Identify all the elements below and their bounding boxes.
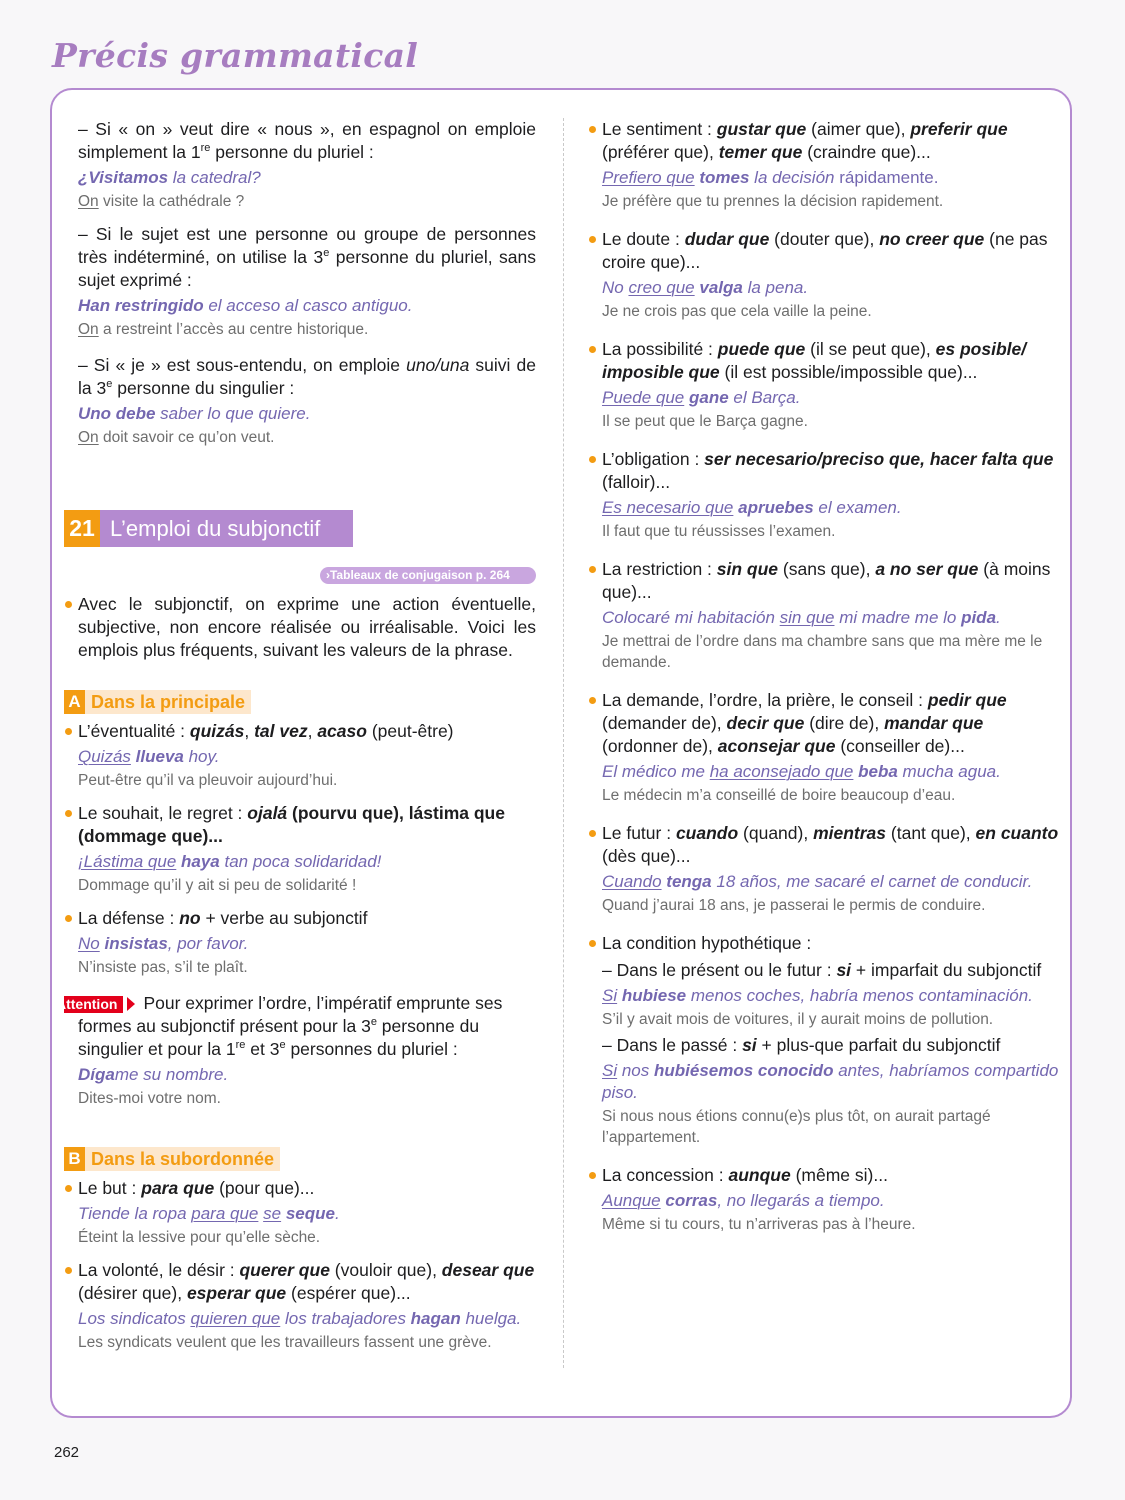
- rule-text: Le sentiment : gustar que (aimer que), preferir que (préférer que), temer que (craindre que)...: [602, 118, 1060, 164]
- spanish-example: Quizás llueva hoy.: [78, 747, 220, 766]
- translation: S’il y avait mois de voitures, il y aurait moins de pollution.: [602, 1011, 994, 1028]
- spanish-example: Aunque corras, no llegarás a tiempo.: [602, 1191, 885, 1210]
- rule-text: – Si « je » est sous-entendu, on emploie uno/una suivi de la 3e personne du singulier :: [78, 355, 536, 398]
- rule-text: Le but : para que (pour que)...: [78, 1177, 536, 1200]
- subsection-a: [68, 690, 536, 714]
- rule-text: Le doute : dudar que (douter que), no creer que (ne pas croire que)...: [602, 228, 1060, 274]
- attention-text: Attention Pour exprimer l’ordre, l’impératif emprunte ses formes au subjonctif présent pour la 3e personne du singulier et pour la 1re et 3e personnes du pluriel :: [56, 993, 503, 1059]
- rule-text: – Si le sujet est une personne ou groupe de personnes très indéterminé, on utilise la 3e personne du pluriel, sans sujet exprimé :: [78, 224, 537, 290]
- rule-text: Le souhait, le regret : ojalá (pourvu que), lástima que (dommage que)...: [78, 802, 536, 848]
- eventualite-item: [78, 720, 536, 791]
- translation: Je ne crois pas que cela vaille la peine.: [602, 303, 872, 320]
- doute-item: [602, 228, 1060, 322]
- volonte-item: [78, 1259, 536, 1353]
- spanish-example: Es necesario que apruebes el examen.: [602, 498, 902, 517]
- spanish-example: ¡Lástima que haya tan poca solidaridad!: [78, 852, 382, 871]
- translation: Dommage qu’il y ait si peu de solidarité !: [78, 877, 357, 894]
- spanish-example: Tiende la ropa para que se seque.: [78, 1204, 340, 1223]
- subsection-title: Dans la subordonnée: [91, 1148, 275, 1169]
- page-number: 262: [54, 1444, 80, 1461]
- right-column: [602, 118, 1060, 1246]
- obligation-item: [602, 448, 1060, 542]
- rule-text: La possibilité : puede que (il se peut que), es posible/ imposible que (il est possible/impossible que)...: [602, 338, 1060, 384]
- translation: N’insiste pas, s’il te plaît.: [78, 959, 248, 976]
- condition-present-rule: – Dans le présent ou le futur : si + imparfait du subjonctif: [602, 960, 1042, 980]
- intro-paragraph: Avec le subjonctif, on exprime une action éventuelle, subjective, non encore réalisée ou irréalisable. Voici les emplois plus fréquents, suivant les valeurs de la phrase.: [78, 594, 536, 660]
- subsection-b-header: [64, 1147, 280, 1171]
- rule-text: L’obligation : ser necesario/preciso que, hacer falta que (falloir)...: [602, 448, 1060, 494]
- spanish-example: Uno debe saber lo que quiere.: [78, 404, 311, 423]
- translation: Quand j’aurai 18 ans, je passerai le permis de conduire.: [602, 897, 986, 914]
- translation: Le médecin m’a conseillé de boire beaucoup d’eau.: [602, 787, 956, 804]
- subsection-title: Dans la principale: [91, 691, 246, 712]
- restriction-item: [602, 558, 1060, 673]
- spanish-example: ¿Visitamos la catedral?: [78, 168, 261, 187]
- spanish-example: Si hubiese menos coches, habría menos contaminación.: [602, 986, 1033, 1005]
- section-number: 21: [64, 510, 100, 547]
- futur-item: [602, 822, 1060, 916]
- translation: On doit savoir ce qu’on veut.: [78, 429, 275, 446]
- spanish-example: El médico me ha aconsejado que beba mucha agua.: [602, 762, 1001, 781]
- demande-item: [602, 689, 1060, 806]
- section-header: [64, 510, 353, 547]
- spanish-example: No insistas, por favor.: [78, 934, 249, 953]
- translation: Il se peut que le Barça gagne.: [602, 413, 808, 430]
- concession-item: [602, 1164, 1060, 1235]
- rule-je: [78, 354, 536, 448]
- spanish-example: Han restringido el acceso al casco antiguo.: [78, 296, 413, 315]
- rule-text: La condition hypothétique :: [602, 932, 1060, 955]
- spanish-example: Prefiero que tomes la decisión rápidamente.: [602, 168, 939, 187]
- spanish-example: Dígame su nombre.: [78, 1065, 229, 1084]
- spanish-example: Si nos hubiésemos conocido antes, habríamos compartido piso.: [602, 1061, 1059, 1102]
- rule-text: – Si « on » veut dire « nous », en espagnol on emploie simplement la 1re personne du pluriel :: [78, 119, 536, 162]
- rule-on-nous: [78, 118, 536, 212]
- conjugation-reference-link[interactable]: ›Tableaux de conjugaison p. 264: [320, 567, 536, 584]
- rule-indetermine: [78, 223, 536, 340]
- spanish-example: Los sindicatos quieren que los trabajadores hagan huelga.: [78, 1309, 522, 1328]
- possibilite-item: [602, 338, 1060, 432]
- rule-text: La demande, l’ordre, la prière, le conseil : pedir que (demander de), decir que (dire de), mandar que (ordonner de), aconsejar que (conseiller de)...: [602, 689, 1060, 758]
- condition-item: [602, 932, 1060, 1148]
- defense-item: [78, 907, 536, 978]
- but-item: [78, 1177, 536, 1248]
- rule-text: L’éventualité : quizás, tal vez, acaso (peut-être): [78, 720, 536, 743]
- translation: Si nous nous étions connu(e)s plus tôt, on aurait partagé l’appartement.: [602, 1108, 991, 1146]
- translation: Éteint la lessive pour qu’elle sèche.: [78, 1229, 321, 1246]
- souhait-item: [78, 802, 536, 896]
- condition-passe-rule: – Dans le passé : si + plus-que parfait du subjonctif: [602, 1035, 1001, 1055]
- rule-text: La concession : aunque (même si)...: [602, 1164, 1060, 1187]
- rule-text: La restriction : sin que (sans que), a no ser que (à moins que)...: [602, 558, 1060, 604]
- attention-badge: Attention: [64, 996, 123, 1013]
- left-column-intro: [78, 118, 536, 459]
- translation: On visite la cathédrale ?: [78, 193, 245, 210]
- translation: Les syndicats veulent que les travailleurs fassent une grève.: [78, 1334, 492, 1351]
- attention-note: [56, 992, 536, 1109]
- subsection-b: [68, 1147, 536, 1171]
- column-divider: [563, 118, 564, 1368]
- translation: Il faut que tu réussisses l’examen.: [602, 523, 836, 540]
- subsection-letter: A: [64, 690, 85, 714]
- rule-text: Le futur : cuando (quand), mientras (tant que), en cuanto (dès que)...: [602, 823, 1059, 866]
- left-column-main: [56, 593, 536, 1364]
- rule-text: La volonté, le désir : querer que (vouloir que), desear que (désirer que), esperar que (espérer que)...: [78, 1260, 535, 1303]
- rule-text: La défense : no + verbe au subjonctif: [78, 907, 536, 930]
- translation: Peut-être qu’il va pleuvoir aujourd’hui.: [78, 772, 338, 789]
- sentiment-item: [602, 118, 1060, 212]
- subsection-letter: B: [64, 1147, 85, 1171]
- spanish-example: No creo que valga la pena.: [602, 278, 809, 297]
- subsection-a-header: [64, 690, 251, 714]
- translation: On a restreint l’accès au centre historique.: [78, 321, 369, 338]
- translation: Je préfère que tu prennes la décision rapidement.: [602, 193, 944, 210]
- spanish-example: Colocaré mi habitación sin que mi madre me lo pida.: [602, 608, 1001, 627]
- spanish-example: Cuando tenga 18 años, me sacaré el carnet de conducir.: [602, 872, 1033, 891]
- translation: Dites-moi votre nom.: [78, 1090, 221, 1107]
- spanish-example: Puede que gane el Barça.: [602, 388, 801, 407]
- section-title: L’emploi du subjonctif: [100, 510, 353, 547]
- translation: Même si tu cours, tu n’arriveras pas à l’heure.: [602, 1216, 916, 1233]
- page-title: Précis grammatical: [52, 36, 419, 75]
- translation: Je mettrai de l’ordre dans ma chambre sans que ma mère me le demande.: [602, 633, 1043, 671]
